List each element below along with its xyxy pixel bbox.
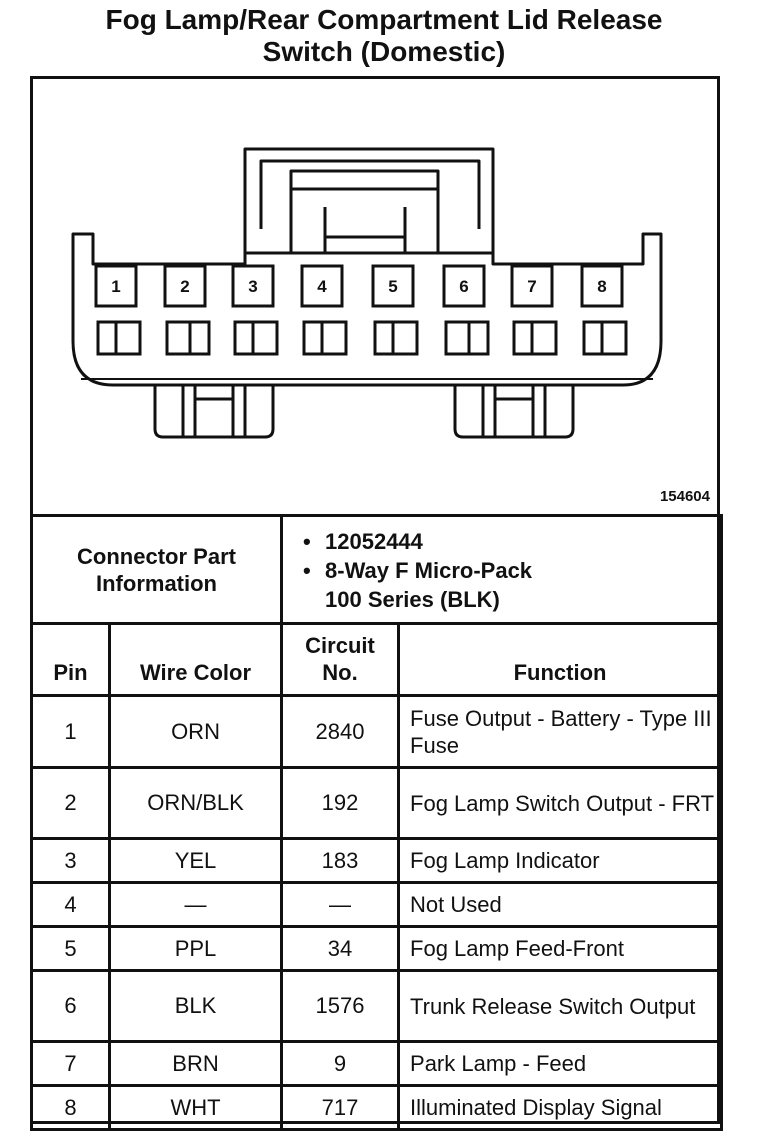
connector-info-row: [32, 516, 722, 624]
wire-color-cell: ORN: [110, 696, 282, 768]
locking-tab-left: [155, 385, 273, 437]
wire-color-cell: BLK: [110, 971, 282, 1042]
pin-label: 7: [527, 277, 537, 296]
pin-cell: 1: [32, 696, 110, 768]
connector-face-drawing: [33, 79, 717, 513]
table-row: [32, 1042, 722, 1086]
figure-id: 154604: [659, 488, 710, 505]
circuit-cell: —: [282, 883, 399, 927]
function-cell: Fog Lamp Indicator: [399, 839, 722, 883]
pin-label: 2: [180, 277, 190, 296]
function-cell: Trunk Release Switch Output: [399, 971, 722, 1042]
function-cell: Fog Lamp Feed-Front: [399, 927, 722, 971]
table-row: [32, 883, 722, 927]
locking-tab-right: [455, 385, 573, 437]
connector-table: [30, 514, 723, 1131]
function-cell: Illuminated Display Signal: [399, 1086, 722, 1130]
pin-label: 8: [597, 277, 607, 296]
wire-color-cell: WHT: [110, 1086, 282, 1130]
table-row: [32, 971, 722, 1042]
circuit-cell: 183: [282, 839, 399, 883]
pin-cell: 8: [32, 1086, 110, 1130]
pin-label: 4: [317, 277, 327, 296]
wire-color-cell: YEL: [110, 839, 282, 883]
pin-cell: 3: [32, 839, 110, 883]
col-header-circuit: Circuit No.: [282, 624, 399, 696]
table-row: [32, 1086, 722, 1130]
title-line-1: Fog Lamp/Rear Compartment Lid Release: [105, 4, 663, 35]
function-cell: Not Used: [399, 883, 722, 927]
function-cell: Fog Lamp Switch Output - FRT: [399, 768, 722, 839]
table-row: [32, 696, 722, 768]
pin-label: 6: [459, 277, 469, 296]
connector-info-values: [282, 516, 722, 624]
pin-cell: 5: [32, 927, 110, 971]
pin-cell: 7: [32, 1042, 110, 1086]
function-cell: Fuse Output - Battery - Type III Fuse: [399, 696, 722, 768]
function-cell: Park Lamp - Feed: [399, 1042, 722, 1086]
column-header-row: [32, 624, 722, 696]
circuit-cell: 192: [282, 768, 399, 839]
page-title: [0, 4, 768, 68]
circuit-cell: 34: [282, 927, 399, 971]
wire-color-cell: —: [110, 883, 282, 927]
circuit-cell: 9: [282, 1042, 399, 1086]
wire-color-cell: ORN/BLK: [110, 768, 282, 839]
pin-cell: 2: [32, 768, 110, 839]
pin-label: 1: [111, 277, 121, 296]
col-header-pin: Pin: [32, 624, 110, 696]
pin-label: 3: [248, 277, 258, 296]
circuit-cell: 717: [282, 1086, 399, 1130]
circuit-cell: 1576: [282, 971, 399, 1042]
connector-info-label: Connector Part Information: [32, 516, 282, 624]
table-row: [32, 839, 722, 883]
connector-body: [73, 234, 661, 385]
connector-description: • 8-Way F Micro-Pack 100 Series (BLK): [283, 556, 720, 614]
pin-cell: 4: [32, 883, 110, 927]
title-line-2: Switch (Domestic): [262, 36, 506, 67]
wire-color-cell: BRN: [110, 1042, 282, 1086]
wire-color-cell: PPL: [110, 927, 282, 971]
pin-label: 5: [388, 277, 398, 296]
col-header-function: Function: [399, 624, 722, 696]
table-row: [32, 927, 722, 971]
circuit-cell: 2840: [282, 696, 399, 768]
table-row: [32, 768, 722, 839]
part-number: • 12052444: [283, 527, 720, 556]
col-header-wire-color: Wire Color: [110, 624, 282, 696]
pin-cell: 6: [32, 971, 110, 1042]
